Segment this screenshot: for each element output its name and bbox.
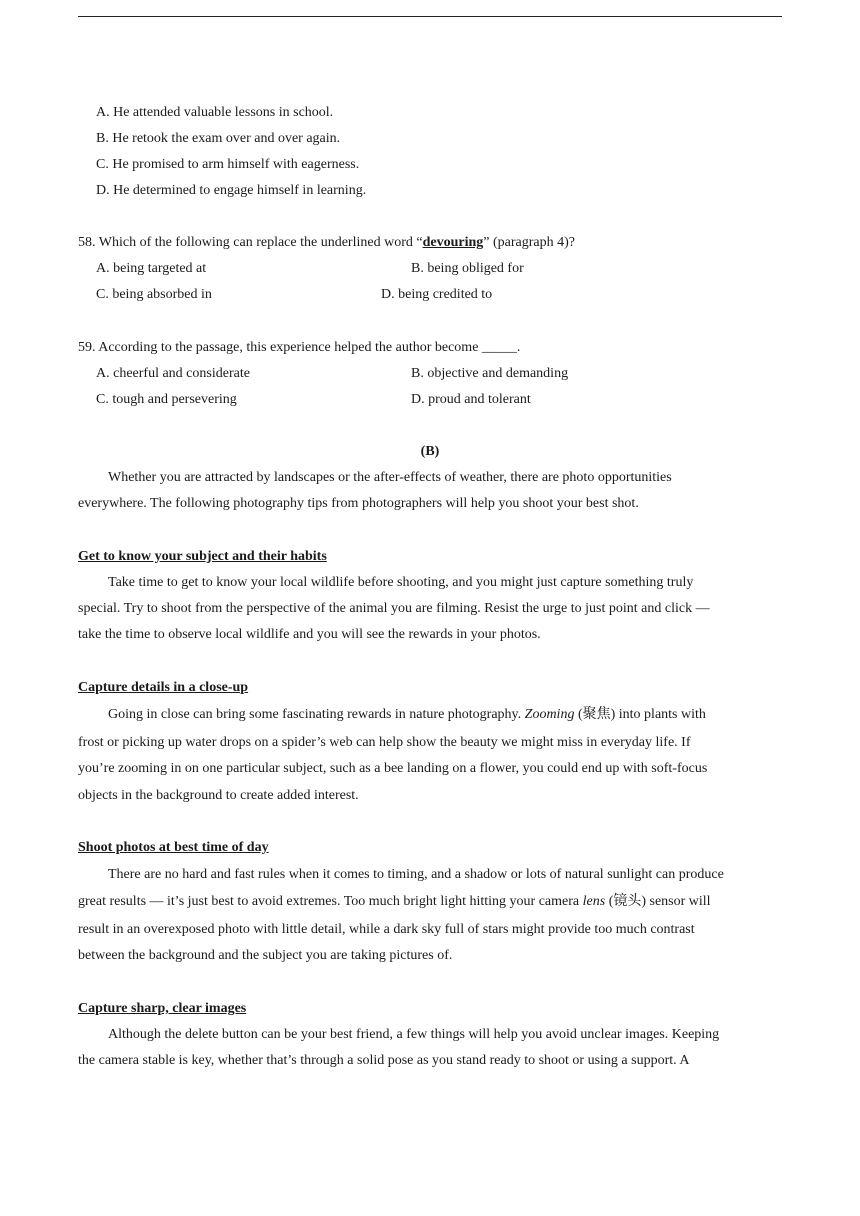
tip-heading: Capture details in a close-up [78, 680, 249, 695]
tip-text-line: take the time to observe local wildlife and you will see the rewards in your photos. [78, 627, 541, 642]
q59-option-d: D. proud and tolerant [411, 392, 531, 407]
q59-option-c: C. tough and persevering [96, 392, 237, 407]
q59-stem: 59. According to the passage, this experience helped the author become _____. [78, 340, 521, 355]
q58-stem: 58. Which of the following can replace the underlined word “devouring” (paragraph 4)? [78, 235, 575, 250]
q58-option-a: A. being targeted at [96, 261, 207, 276]
tip-text-line: Although the delete button can be your best friend, a few things will help you avoid unclear images. Keeping [108, 1027, 720, 1042]
q58-option-b: B. being obliged for [411, 261, 524, 276]
tip-text-line: you’re zooming in on one particular subject, such as a bee landing on a flower, you could end up with soft-focus [78, 761, 708, 776]
q58-option-c: C. being absorbed in [96, 287, 212, 302]
tip-text-line: the camera stable is key, whether that’s through a solid pose as you stand ready to shoot or using a support. A [78, 1053, 690, 1068]
header-rule [78, 16, 782, 17]
tip-heading: Get to know your subject and their habits [78, 549, 327, 564]
section-b-intro-line: Whether you are attracted by landscapes or the after-effects of weather, there are photo opportunities [108, 470, 672, 485]
tip-text-line: special. Try to shoot from the perspective of the animal you are filming. Resist the urge to just point and click — [78, 601, 710, 616]
q57-option-c: C. He promised to arm himself with eagerness. [96, 157, 360, 172]
tip-heading: Shoot photos at best time of day [78, 840, 269, 855]
q57-option-b: B. He retook the exam over and over again. [96, 131, 341, 146]
section-b-label: (B) [420, 444, 440, 459]
q59-option-b: B. objective and demanding [411, 366, 569, 381]
tip-text-line: frost or picking up water drops on a spider’s web can help show the beauty we might miss in everyday life. If [78, 735, 691, 750]
section-b-intro-line: everywhere. The following photography tips from photographers will help you shoot your best shot. [78, 496, 639, 511]
term-lens: lens [582, 894, 606, 909]
tip-heading: Capture sharp, clear images [78, 1001, 247, 1016]
q57-option-d: D. He determined to engage himself in learning. [96, 183, 367, 198]
q59-option-a: A. cheerful and considerate [96, 366, 250, 381]
tip-text-line: result in an overexposed photo with little detail, while a dark sky full of stars might provide too much contrast [78, 922, 695, 937]
q57-option-a: A. He attended valuable lessons in school. [96, 105, 334, 120]
tip-text-line: objects in the background to create added interest. [78, 788, 359, 803]
tip-text-line: great results — it’s just best to avoid extremes. Too much bright light hitting your camera lens (镜头) sensor will [78, 894, 711, 909]
q58-option-d: D. being credited to [381, 287, 493, 302]
tip-text-line: Take time to get to know your local wildlife before shooting, and you might just capture something truly [108, 575, 694, 590]
tip-text-line: Going in close can bring some fascinating rewards in nature photography. Zooming (聚焦) into plants with [108, 707, 706, 722]
tip-text-line: between the background and the subject you are taking pictures of. [78, 948, 453, 963]
term-zooming: Zooming [524, 707, 575, 722]
tip-text-line: There are no hard and fast rules when it comes to timing, and a shadow or lots of natural sunlight can produce [108, 867, 724, 882]
q58-keyword: devouring [422, 235, 484, 250]
